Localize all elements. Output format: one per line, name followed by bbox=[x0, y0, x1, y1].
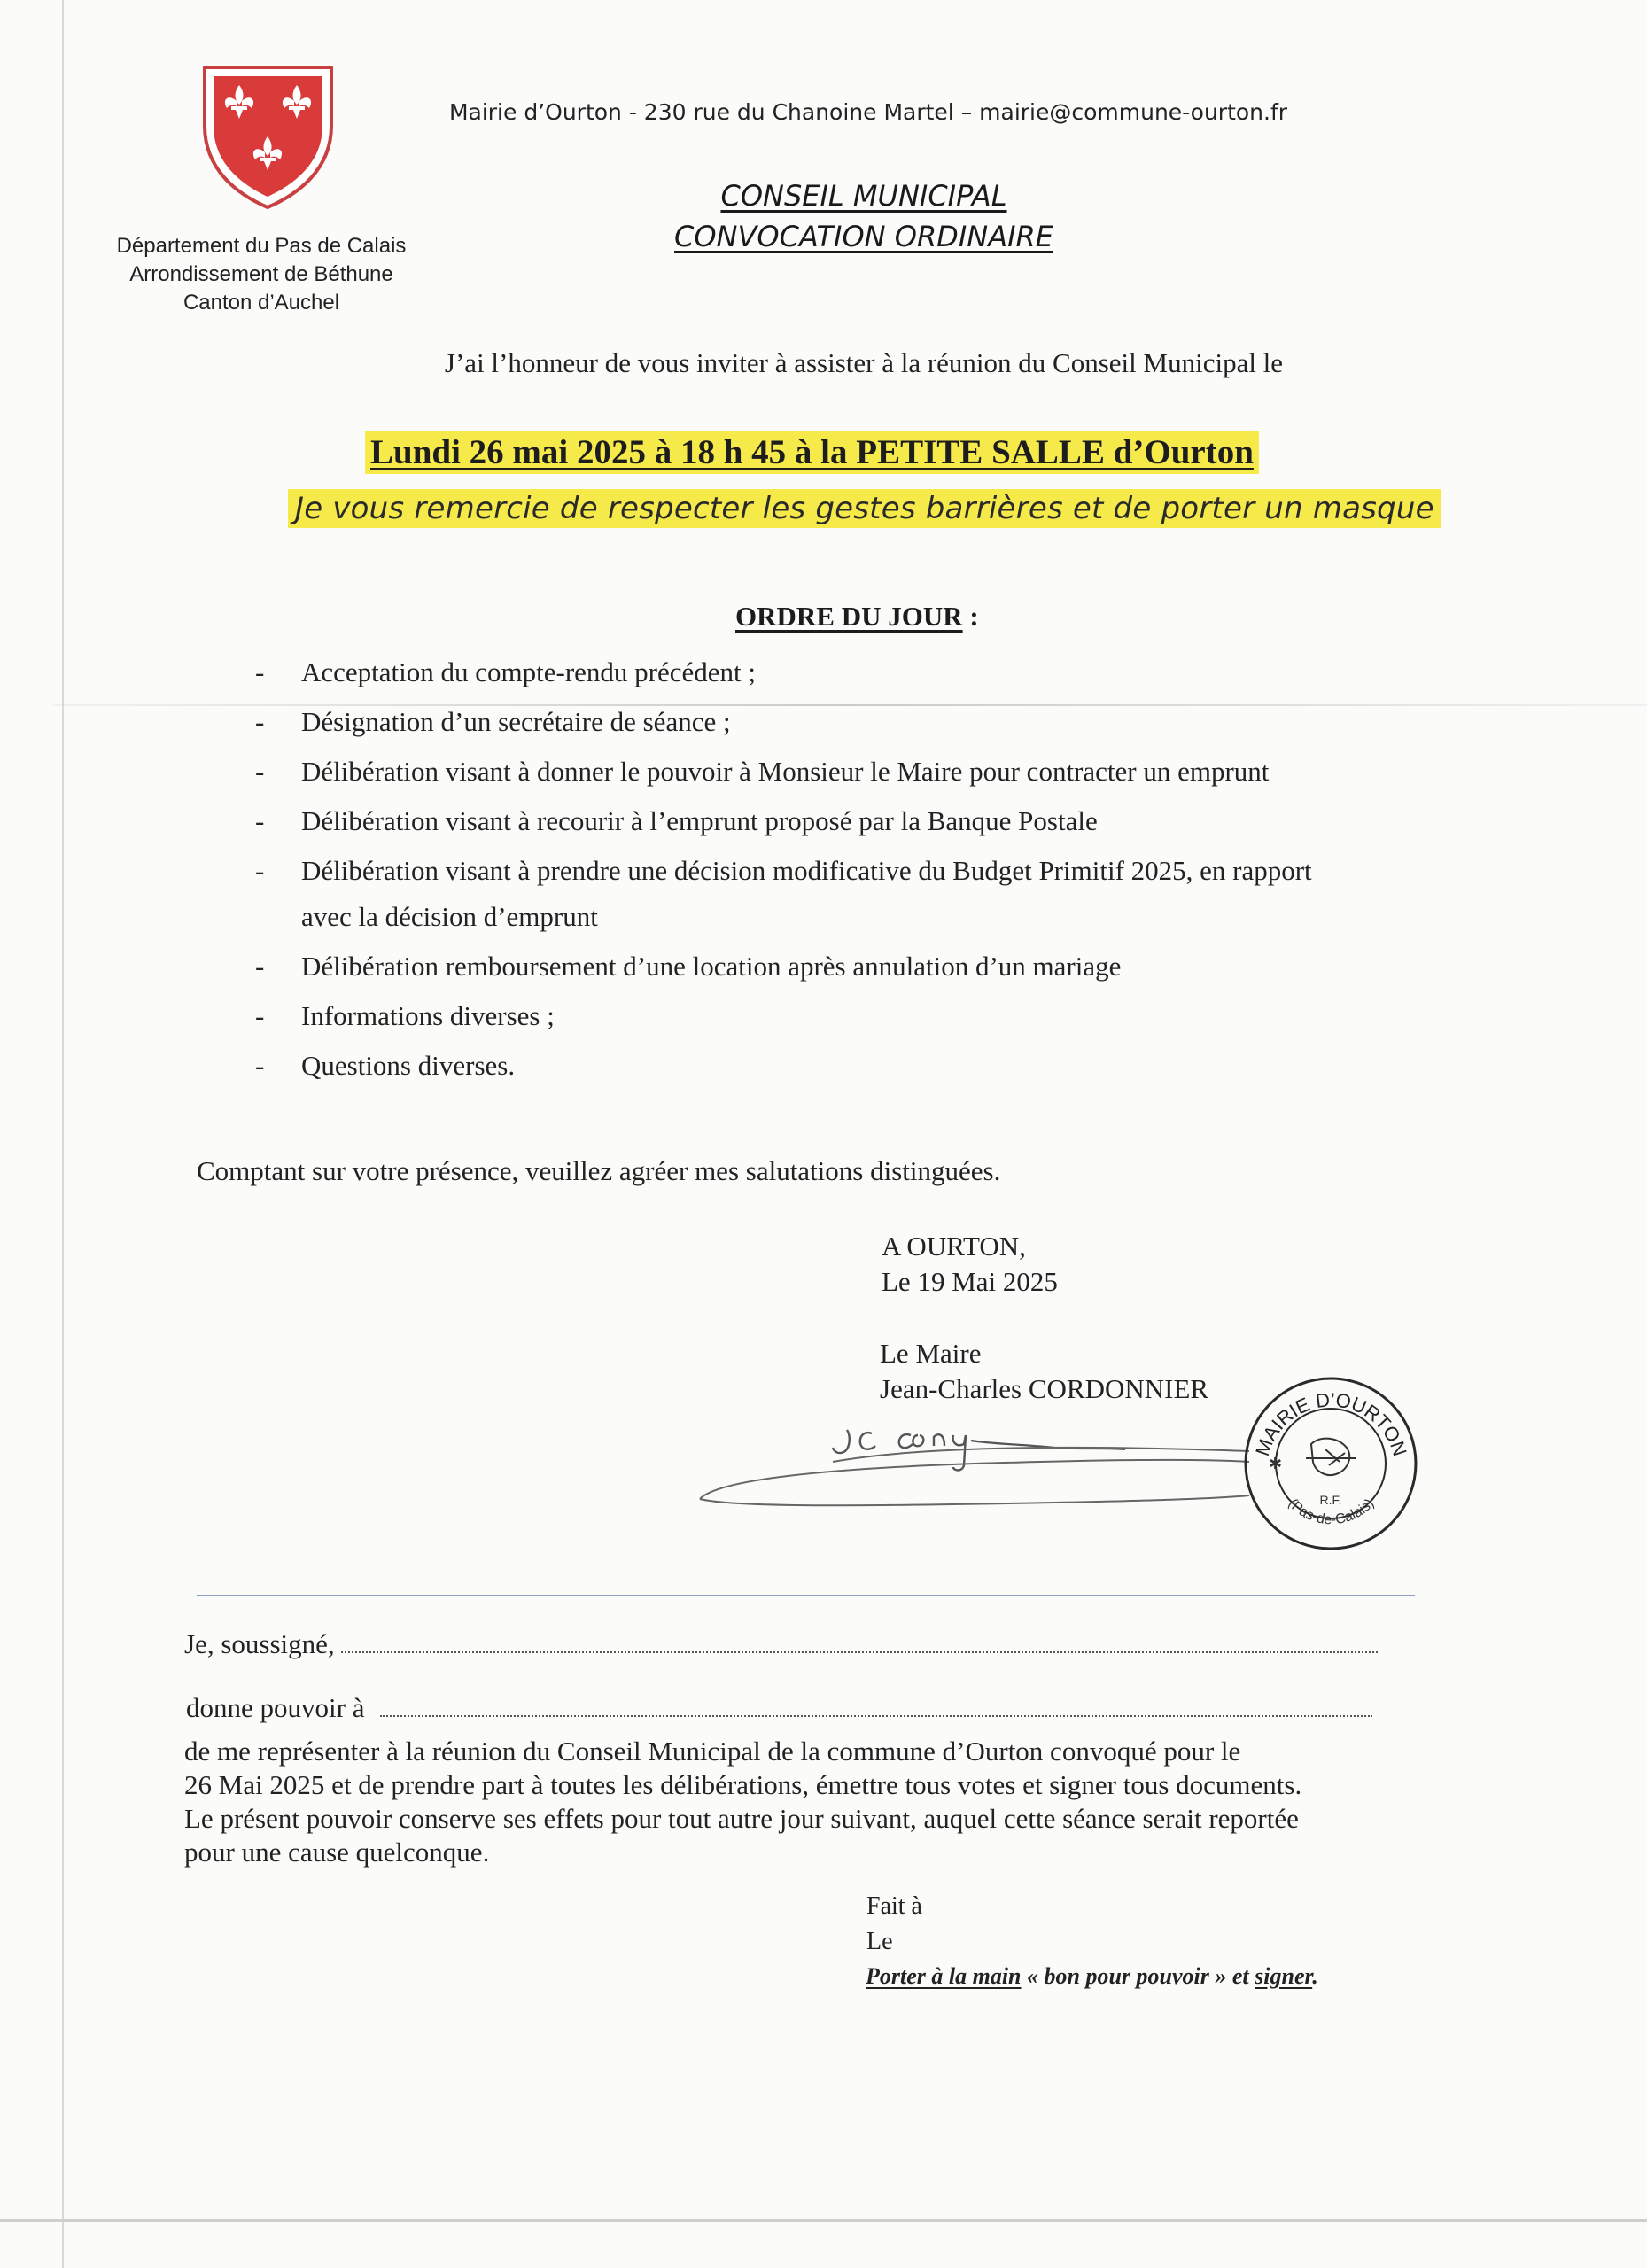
meeting-date-highlight: Lundi 26 mai 2025 à 18 h 45 à la PETITE SALLE d’Ourton bbox=[365, 431, 1259, 474]
agenda-item bbox=[248, 999, 1524, 1033]
invitation-text: J’ai l’honneur de vous inviter à assister à la réunion du Conseil Municipal le bbox=[444, 347, 1284, 378]
fait-a-label: Fait à bbox=[866, 1892, 922, 1920]
pouvoir-fill-field[interactable] bbox=[380, 1699, 1372, 1717]
official-stamp-icon bbox=[1240, 1373, 1422, 1555]
le-label: Le bbox=[866, 1928, 893, 1955]
list-dash: - bbox=[255, 1050, 265, 1081]
proxy-pouvoir-row bbox=[186, 1692, 1372, 1724]
closing-salutation: Comptant sur votre présence, veuillez agréer mes salutations distinguées. bbox=[197, 1155, 1001, 1186]
title-line-1: CONSEIL MUNICIPAL bbox=[720, 179, 1007, 213]
agenda-item-text: Délibération remboursement d’une location après annulation d’un mariage bbox=[301, 951, 1122, 982]
arrondissement-line: Arrondissement de Béthune bbox=[129, 262, 393, 286]
agenda-heading bbox=[735, 601, 979, 633]
proxy-place-date bbox=[866, 1889, 922, 1960]
agenda-item bbox=[248, 656, 1524, 689]
proxy-instruction bbox=[866, 1963, 1318, 1990]
agenda-heading-colon: : bbox=[962, 601, 979, 632]
agenda-item bbox=[248, 705, 1524, 739]
title-line-2: CONVOCATION ORDINAIRE bbox=[674, 220, 1053, 253]
agenda-item-text: Acceptation du compte-rendu précédent ; bbox=[301, 656, 756, 687]
list-dash: - bbox=[255, 706, 265, 737]
department-line: Département du Pas de Calais bbox=[116, 234, 407, 258]
list-dash: - bbox=[255, 656, 265, 687]
soussigne-fill-field[interactable] bbox=[341, 1635, 1378, 1653]
agenda-item bbox=[248, 755, 1524, 788]
scan-edge bbox=[62, 0, 64, 2268]
handwritten-signature bbox=[682, 1409, 1267, 1524]
stamp-top-text: MAIRIE D’OURTON bbox=[1251, 1388, 1411, 1459]
proxy-body-line: de me représenter à la réunion du Conseil Municipal de la commune d’Ourton convoqué pour le bbox=[184, 1736, 1241, 1767]
list-dash: - bbox=[255, 756, 265, 787]
list-dash: - bbox=[255, 951, 265, 982]
place-date bbox=[882, 1229, 1058, 1300]
svg-text:✱: ✱ bbox=[1269, 1455, 1283, 1472]
cut-line-divider bbox=[197, 1595, 1415, 1596]
agenda-item-text: Questions diverses. bbox=[301, 1050, 516, 1081]
proxy-body-line: 26 Mai 2025 et de prendre part à toutes les délibérations, émettre tous votes et signer tous documents. bbox=[184, 1769, 1302, 1800]
department-info bbox=[102, 232, 421, 317]
porter-main-text: Porter à la main bbox=[866, 1963, 1022, 1989]
agenda-item-text: Délibération visant à recourir à l’emprunt proposé par la Banque Postale bbox=[301, 805, 1098, 836]
list-dash: - bbox=[255, 805, 265, 836]
agenda-list bbox=[248, 656, 1524, 1099]
proxy-body-text bbox=[184, 1735, 1496, 1869]
coat-of-arms-icon bbox=[199, 64, 337, 210]
health-notice-highlight: Je vous remercie de respecter les gestes barrières et de porter un masque bbox=[288, 489, 1441, 528]
agenda-item-text: Désignation d’un secrétaire de séance ; bbox=[301, 706, 731, 737]
list-dash: - bbox=[255, 1000, 265, 1031]
agenda-item-text: Informations diverses ; bbox=[301, 1000, 555, 1031]
porter-sign-text: signer bbox=[1255, 1963, 1313, 1989]
agenda-heading-label: ORDRE DU JOUR bbox=[735, 601, 963, 632]
agenda-item bbox=[248, 1049, 1524, 1083]
soussigne-label: Je, soussigné, bbox=[184, 1628, 335, 1659]
porter-mid-text: « bon pour pouvoir » et bbox=[1021, 1963, 1255, 1989]
agenda-item bbox=[248, 854, 1524, 934]
mayor-name: Jean-Charles CORDONNIER bbox=[880, 1373, 1209, 1404]
stamp-center-text: R.F. bbox=[1319, 1493, 1342, 1507]
pouvoir-label: donne pouvoir à bbox=[186, 1692, 365, 1723]
agenda-item bbox=[248, 950, 1524, 983]
proxy-body-line: pour une cause quelconque. bbox=[184, 1837, 490, 1868]
document-title bbox=[532, 175, 1196, 257]
agenda-item-text: Délibération visant à donner le pouvoir à Monsieur le Maire pour contracter un emprunt bbox=[301, 756, 1270, 787]
porter-end-text: . bbox=[1312, 1963, 1318, 1989]
place-line: A OURTON, bbox=[882, 1231, 1026, 1262]
mayor-role: Le Maire bbox=[880, 1338, 982, 1369]
canton-line: Canton d’Auchel bbox=[183, 291, 340, 315]
agenda-item-continuation: avec la décision d’emprunt bbox=[301, 901, 598, 932]
mairie-address: Mairie d’Ourton - 230 rue du Chanoine Martel – mairie@commune-ourton.fr bbox=[448, 99, 1288, 125]
list-dash: - bbox=[255, 855, 265, 886]
agenda-item-text: Délibération visant à prendre une décision modificative du Budget Primitif 2025, en rapport bbox=[301, 855, 1312, 886]
proxy-body-line: Le présent pouvoir conserve ses effets pour tout autre jour suivant, auquel cette séance serait reportée bbox=[184, 1803, 1299, 1834]
scan-edge-bottom bbox=[0, 2219, 1647, 2222]
proxy-soussigne-row bbox=[184, 1628, 1378, 1660]
mayor-block bbox=[880, 1336, 1208, 1407]
date-line: Le 19 Mai 2025 bbox=[882, 1266, 1058, 1297]
stamp-bottom-text: (Pas-de-Calais) bbox=[1285, 1495, 1378, 1528]
agenda-item bbox=[248, 804, 1524, 838]
